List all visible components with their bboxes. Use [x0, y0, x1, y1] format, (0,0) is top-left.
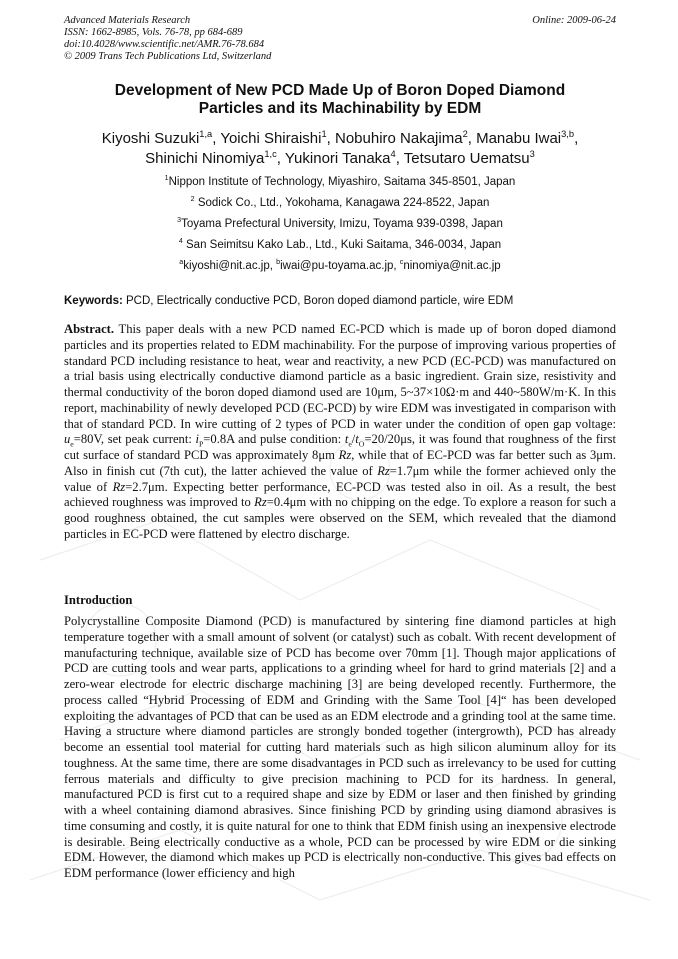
affiliation-text: Toyama Prefectural University, Imizu, Toyama 939-0398, Japan: [181, 218, 503, 230]
affiliation-mark: 4: [178, 237, 183, 246]
author-separator: ,: [574, 130, 579, 147]
title-line-2: Particles and its Machinability by EDM: [198, 100, 482, 117]
author-name: Kiyoshi Suzuki: [101, 130, 200, 147]
keywords-label: Keywords:: [64, 295, 123, 307]
email-line: [64, 259, 616, 273]
symbol-i-sub: P: [198, 439, 204, 449]
email-address[interactable]: ninomiya@nit.ac.jp: [403, 260, 501, 272]
abstract: [64, 322, 616, 543]
affiliation-4: [64, 238, 616, 252]
author-line-1: [64, 129, 616, 149]
author-name: Tetsutaro Uematsu: [403, 150, 530, 167]
author-affil-mark: 2: [462, 129, 468, 139]
abstract-text: =0.8A and pulse condition:: [203, 432, 345, 447]
author-affil-mark: 3: [529, 149, 535, 159]
journal-name: Advanced Materials Research: [64, 15, 191, 26]
symbol-to: t: [355, 432, 359, 447]
doi-line: doi:10.4028/www.scientific.net/AMR.76-78.684: [64, 39, 265, 50]
author-name: Shinichi Ninomiya: [145, 150, 265, 167]
online-date: Online: 2009-06-24: [532, 15, 616, 26]
keywords: [64, 294, 616, 308]
author-affil-mark: 1,a: [199, 129, 213, 139]
symbol-i: i: [195, 432, 199, 447]
author-line-2: [64, 149, 616, 169]
author-separator: ,: [326, 130, 335, 147]
introduction-text: Polycrystalline Composite Diamond (PCD) is manufactured by sintering fine diamond particles at high temperature together with a small amount of solvent (or catalyst) such as cobalt. With recent development of manufacturing technique, available size of PCD has become over 70mm [1]. Though major applications of PCD are cutting tools and wear parts, applications to a grinding wheel for hard to grind materials [2] and a zero-wear electrode for electric discharge machining [3] are being developed recently. Furthermore, the process called “Hybrid Processing of EDM and Grinding with the Same Tool [4]“ has been developed exploiting the advantages of PCD that can be used as an EDM electrode and a grinding tool at the same time. Having a structure where diamond particles are strongly bonded together (intergrowth), PCD has already become an essential tool material for cutting hard materials such as high silicon aluminum alloy for its toughness. At the same time, there are some disadvantages in PCD such as irrelevancy to be used for cutting ferrous materials and difficulty to give precision machining to PCD for its hardness. In general, manufactured PCD is first cut to a required shape and size by EDM or laser and then finished by grinding with a wheel containing diamond abrasives. Since finishing PCD by grinding using diamond abrasives is time consuming and costly, it is quite natural for one to think that EDM finish using an inexpensive electrode is desirable. Being electrically conductive as a whole, PCD can be processed by wire EDM or die sinking EDM. However, the diamond which makes up PCD is electrically non-conductive. This gives bad effects on EDM performance (lower efficiency and high: [64, 614, 616, 880]
keywords-text: PCD, Electrically conductive PCD, Boron doped diamond particle, wire EDM: [122, 295, 514, 307]
copyright-line: © 2009 Trans Tech Publications Ltd, Switzerland: [64, 51, 272, 62]
affiliation-mark: 3: [177, 216, 182, 225]
email-mark: a: [179, 258, 184, 267]
abstract-text: =2.7μm. Expecting better performance, EC-PCD was tested also in oil. As a result, the best achieved roughness was improved to: [64, 479, 616, 510]
author-list: [64, 129, 616, 169]
abstract-label: Abstract.: [64, 322, 115, 336]
affiliation-mark: 1: [164, 174, 169, 183]
email-mark: b: [276, 258, 281, 267]
author-affil-mark: 4: [390, 149, 396, 159]
title-line-1: Development of New PCD Made Up of Boron Doped Diamond: [114, 82, 566, 99]
email-address[interactable]: iwai@pu-toyama.ac.jp,: [280, 260, 400, 272]
symbol-rz: Rz: [112, 479, 126, 494]
email-mark: c: [399, 258, 404, 267]
affiliation-3: [64, 217, 616, 231]
introduction-heading: Introduction: [64, 593, 133, 607]
abstract-text: , while that of EC-PCD was far better such as 3μm. Also in finish cut (7th cut), the latter achieved the value of: [64, 448, 616, 478]
affiliation-2: [64, 196, 616, 210]
author-name: Manabu Iwai: [476, 130, 562, 147]
affiliation-text: Nippon Institute of Technology, Miyashiro, Saitama 345-8501, Japan: [168, 176, 516, 188]
author-separator: ,: [467, 130, 477, 147]
symbol-slash: /: [351, 432, 356, 447]
abstract-text: =0.4μm with no chipping on the edge. To explore a reason for such a good roughness obtained, the cut samples were observed on the SEM, which revealed that the diamond particles in EC-PCD were flattened by electro discharge.: [64, 495, 616, 541]
author-separator: ,: [212, 130, 221, 147]
symbol-te: t: [344, 432, 349, 447]
paper-title: [64, 82, 616, 118]
symbol-te-sub: e: [348, 439, 352, 449]
email-address[interactable]: kiyoshi@nit.ac.jp,: [183, 260, 277, 272]
author-affil-mark: 3,b: [561, 129, 575, 139]
abstract-text: =20/20μs, it was found that roughness of the first cut surface of standard PCD was approximately 8μm: [64, 432, 616, 462]
abstract-text: =80V, set peak current:: [73, 432, 196, 447]
affiliation-text: San Seimitsu Kako Lab., Ltd., Kuki Saitama, 346-0034, Japan: [186, 239, 502, 251]
author-affil-mark: 1,c: [264, 149, 277, 159]
author-name: Yukinori Tanaka: [284, 150, 391, 167]
abstract-text: This paper deals with a new PCD named EC-PCD which is made up of boron doped diamond particles and its properties related to EDM machinability. For the purpose of improving various properties of standard PCD including resistance to heat, wear and reactivity, a new PCD (EC-PCD) was manufactured on a trial basis using electrically conductive diamond particle as a basic ingredient. Grain size, resistivity and thermal conductivity of the boron doped diamond used are 10μm, 5~37×10Ω·m and 440~580W/m·K. In this report, machinability of newly developed PCD (EC-PCD) by wire EDM was investigated in comparison with that of standard PCD. In wire cutting of 2 types of PCD in water under the condition of open gap voltage:: [64, 322, 616, 431]
symbol-u-sub: e: [70, 439, 74, 449]
affiliation-mark: 2: [190, 195, 195, 204]
author-separator: ,: [395, 150, 404, 167]
abstract-text: =1.7μm while the former achieved only the value of: [64, 463, 617, 494]
journal-header: [64, 15, 616, 63]
author-name: Nobuhiro Nakajima: [335, 130, 463, 147]
author-separator: ,: [276, 150, 285, 167]
symbol-to-sub: O: [358, 439, 365, 449]
symbol-rz: Rz: [377, 463, 390, 478]
issn-line: ISSN: 1662-8985, Vols. 76-78, pp 684-689: [64, 27, 243, 38]
affiliation-1: [64, 175, 616, 189]
symbol-rz: Rz: [338, 448, 352, 462]
author-name: Yoichi Shiraishi: [220, 130, 322, 147]
affiliation-text: Sodick Co., Ltd., Yokohama, Kanagawa 224-8522, Japan: [197, 197, 490, 209]
symbol-u: u: [64, 432, 71, 447]
author-affil-mark: 1: [321, 129, 327, 139]
symbol-rz: Rz: [254, 495, 267, 510]
